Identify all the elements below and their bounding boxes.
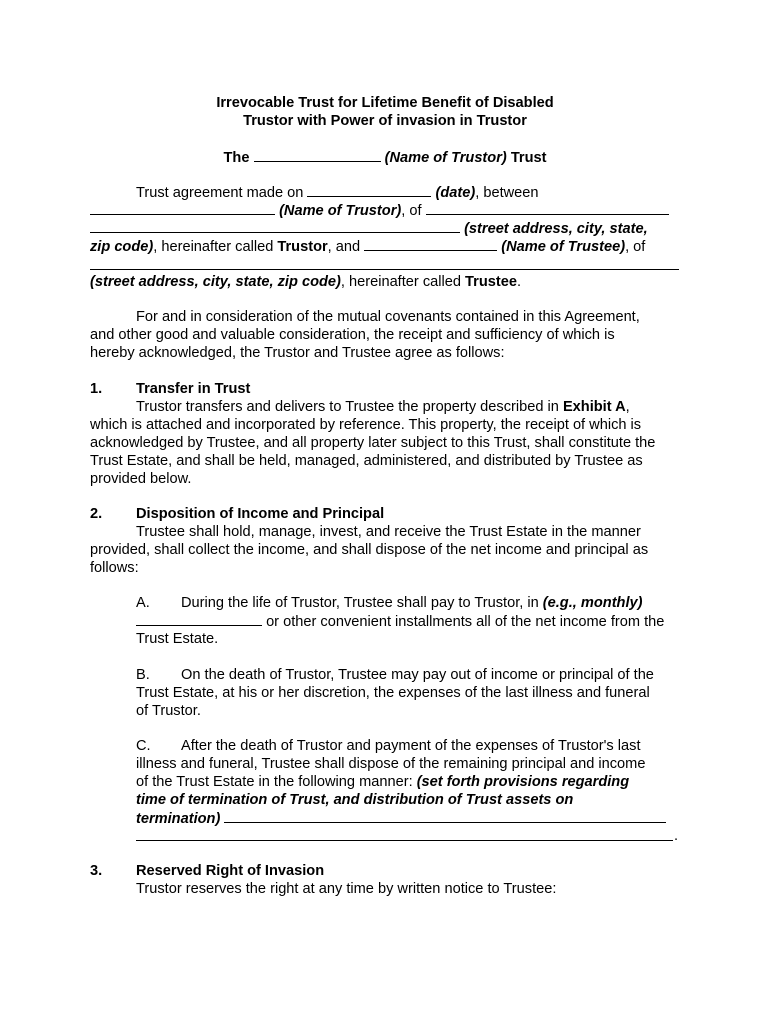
subsection-b-label: B. <box>136 667 150 683</box>
termination-hint: termination) <box>136 811 221 827</box>
subsection-b-line-3: of Trustor. <box>136 703 201 719</box>
intro-line-3 <box>90 219 680 238</box>
trustee-name-blank[interactable] <box>364 237 497 251</box>
trust-suffix: Trust <box>510 150 547 166</box>
name-of-trustor-hint: (Name of Trustor) <box>279 203 402 219</box>
subsection-a-line-1 <box>181 594 681 612</box>
trustor-name-field[interactable] <box>90 201 275 215</box>
termination-provisions-blank[interactable] <box>224 809 666 823</box>
section-1-line-1 <box>136 398 726 416</box>
subsection-a-label: A. <box>136 595 150 611</box>
date-blank[interactable] <box>307 183 431 197</box>
intro-line-1 <box>136 183 726 202</box>
subsection-c-line-5 <box>136 809 681 828</box>
subsection-b-line-1: On the death of Trustor, Trustee may pay out of income or principal of the <box>181 667 654 683</box>
address-hint-a: (street address, city, state, <box>464 221 648 237</box>
section-3-number: 3. <box>90 863 103 879</box>
trustee-address-hint: (street address, city, state, zip code) <box>90 274 341 290</box>
subsection-a-line-2-text: or other convenient installments all of the net income from the <box>266 614 665 630</box>
section-1-line-2: which is attached and incorporated by reference. This property, the receipt of which is <box>90 417 642 433</box>
section-1-line-1-comma: , <box>625 399 630 415</box>
trustor-address-blank-2[interactable] <box>90 219 460 233</box>
subsection-c-label: C. <box>136 738 151 754</box>
section-2-line-2: provided, shall collect the income, and shall dispose of the net income and principal as <box>90 542 649 558</box>
payment-frequency-hint: (e.g., monthly) <box>542 595 643 611</box>
section-1-line-4: Trust Estate, and shall be held, managed, administered, and distributed by Trustee as <box>90 453 643 469</box>
section-1-line-3: acknowledged by Trustee, and all property later subject to this Trust, shall constitute the <box>90 435 656 451</box>
subsection-b-line-2: Trust Estate, at his or her discretion, the expenses of the last illness and funeral <box>136 685 650 701</box>
subsection-a-line-3: Trust Estate. <box>136 631 219 647</box>
trust-name-hint: (Name of Trustor) <box>384 150 507 166</box>
document-title-line-1: Irrevocable Trust for Lifetime Benefit of Disabled <box>216 95 554 111</box>
consideration-line-1: For and in consideration of the mutual covenants contained in this Agreement, <box>136 309 640 325</box>
trustor-name-blank[interactable] <box>254 148 381 162</box>
address-hint-b: zip code) <box>90 239 154 255</box>
section-1-number: 1. <box>90 381 103 397</box>
made-on-text: Trust agreement made on <box>136 185 304 201</box>
document-title-line-2: Trustor with Power of invasion in Trustor <box>243 113 527 129</box>
termination-provisions-blank-2[interactable] <box>136 840 673 841</box>
installment-frequency-blank[interactable] <box>136 612 262 626</box>
section-1-line-5: provided below. <box>90 471 192 487</box>
subsection-a-line-2 <box>136 612 681 631</box>
intro-line-2 <box>90 201 680 220</box>
intro-line-5 <box>90 273 680 291</box>
subsection-a-line-1-text: During the life of Trustor, Trustee shall pay to Trustor, in <box>181 595 539 611</box>
intro-line-4 <box>90 237 680 256</box>
date-hint: (date) <box>435 185 476 201</box>
trust-prefix: The <box>223 150 250 166</box>
provisions-hint: (set forth provisions regarding <box>416 774 630 790</box>
hereinafter-trustee-text: , hereinafter called <box>340 274 461 290</box>
trustor-address-blank-1[interactable] <box>426 201 669 215</box>
subsection-c-end-period: . <box>674 828 679 844</box>
consideration-line-3: hereby acknowledged, the Trustor and Trustee agree as follows: <box>90 345 505 361</box>
subsection-c-line-1: After the death of Trustor and payment of the expenses of Trustor's last <box>181 738 641 754</box>
trustor-defined-term: Trustor <box>277 239 328 255</box>
subsection-c-line-2: illness and funeral, Trustee shall dispose of the remaining principal and income <box>136 756 646 772</box>
subsection-c-line-3 <box>136 773 726 791</box>
trustee-defined-term: Trustee <box>465 274 517 290</box>
section-2-number: 2. <box>90 506 103 522</box>
hereinafter-trustor-text: , hereinafter called <box>153 239 274 255</box>
trust-name-line <box>0 148 770 167</box>
name-of-trustee-hint: (Name of Trustee) <box>501 239 626 255</box>
section-2-line-3: follows: <box>90 560 139 576</box>
section-3-heading: Reserved Right of Invasion <box>136 863 325 879</box>
section-3-line-1: Trustor reserves the right at any time by written notice to Trustee: <box>136 881 557 897</box>
between-text: , between <box>475 185 539 201</box>
and-text: , and <box>327 239 361 255</box>
exhibit-a-reference: Exhibit A <box>562 399 626 415</box>
section-2-line-1: Trustee shall hold, manage, invest, and receive the Trust Estate in the manner <box>136 524 641 540</box>
consideration-line-2: and other good and valuable consideration, the receipt and sufficiency of which is <box>90 327 615 343</box>
trustee-address-blank[interactable] <box>90 269 679 270</box>
section-1-heading: Transfer in Trust <box>136 381 251 397</box>
subsection-c-line-4: time of termination of Trust, and distribution of Trust assets on <box>136 792 574 808</box>
of-text-1: , of <box>401 203 422 219</box>
intro-end-period: . <box>516 274 522 290</box>
section-1-line-1-text: Trustor transfers and delivers to Trustee the property described in <box>136 399 559 415</box>
subsection-c-line-3-text: of the Trust Estate in the following manner: <box>136 774 413 790</box>
of-text-2: , of <box>625 239 646 255</box>
section-2-heading: Disposition of Income and Principal <box>136 506 385 522</box>
